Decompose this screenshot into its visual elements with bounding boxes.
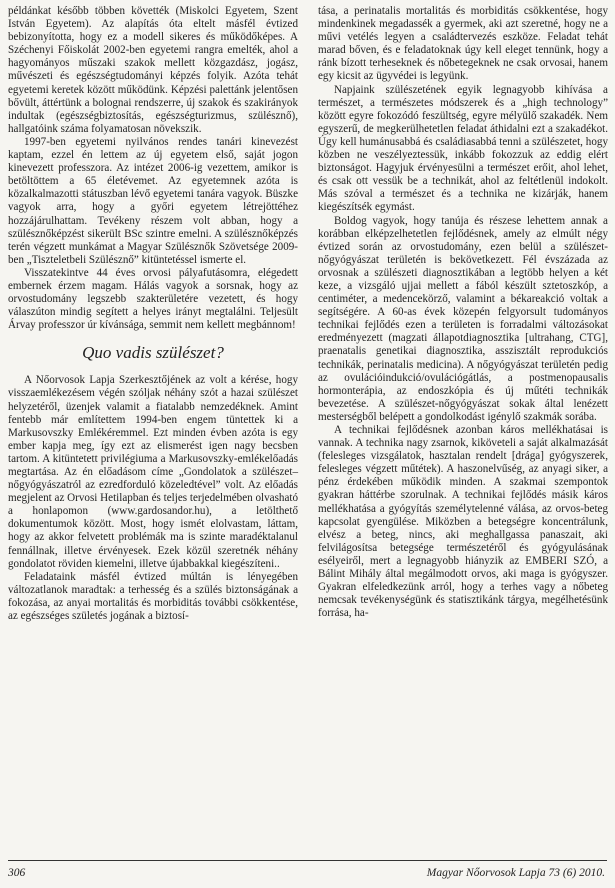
paragraph: példánkat később többen követték (Miskolci Egyetem, Szent István Egyetem). Az alapítás óta eltelt másfél évtized bebizonyította, hogy ez a modell sikeres és működőképes. A Széchenyi Főiskolát 2002-ben egyetemi rangra emelték, ahol a hagyományos műszaki szakok mellett közgazdász, jogász, művészeti és egészségtudományi képzés folyik. Azóta tehát egyetemi keretek között működünk. Képzési palettánk jelentősen bővült, áttértünk a bolognai rendszerre, új szakok és szakirányok indultak (egészségbiztosítás, egészségturizmus, szülésznő), hallgatóink száma folyamatosan növekszik. [8, 5, 298, 135]
paragraph: Feladataink másfél évtized múltán is lényegében változatlanok maradtak: a terhesség és a szülés biztonságának a fokozása, az anyai mortalitás és morbiditás további csökkentése, az egészséges születés jogának a biztosí- [8, 570, 298, 623]
paragraph: tása, a perinatalis mortalitás és morbiditás csökkentése, hogy mindenkinek megadassék a gyermek, aki azt szeretné, hogy ne a művi vetélés legyen a családtervezés eszköze. Feladat tehát marad bőven, és e feladatoknak úgy kell eleget tennünk, hogy a ránk bízott terheseknek és nőbetegeknek ne csak orvosai, hanem egy kicsit az ügyvédei is legyünk. [318, 5, 608, 83]
section-heading: Quo vadis szülészet? [82, 343, 224, 363]
page-number: 306 [8, 867, 26, 879]
paragraph: A technikai fejlődésnek azonban káros mellékhatásai is vannak. A technika nagy zsarnok, kiköveteli a saját alkalmazását (felesleges vizsgálatok, hasztalan rendelt [drága] gyógyszerek, felesleges végzett műtétek). A haszonelvűség, az anyagi siker, a pénz érdekében működik minden. A szakmai szempontok gyakran háttérbe szorulnak. A technikai fejlődés másik káros mellékhatása a gyógyítás személytelenné válása, az orvos-beteg kapcsolat gyengülése. Miközben a betegségre koncentrálunk, elvész a beteg, nincs, aki meghallgassa panaszait, aki felvilágosítsa betegsége természetéről és gyógyulásának esélyeiről, mert a legnagyobb hiányzik az EMBERI SZÓ, a Bálint Mihály által megálmodott orvos, aki maga is gyógyszer. Gyakran elfeledkezünk arról, hogy a terhes vagy a nőbeteg nemcsak tevékenységünk és statisztikánk tárgya, megélhetésünk forrása, ha- [318, 424, 608, 620]
paragraph: Visszatekintve 44 éves orvosi pályafutásomra, elégedett embernek érzem magam. Hálás vagyok a sorsnak, hogy az orvostudomány legszebb szakterületére vezetett, és hogy válaszúton mindig segített a helyes irányt megtalálni. Teljesült Árvay professzor úr kívánsága, semmit nem kellett megbánnom! [8, 266, 298, 332]
footer-divider [8, 860, 607, 861]
right-column [318, 5, 608, 620]
paragraph: Napjaink szülészetének egyik legnagyobb kihívása a természet, a természetes módszerek és a „high technology” között egyre fokozódó feszültség, egyre mélyülő szakadék. Nem egyszerű, de megkerülhetetlen feladat áthidalni ezt a szakadékot. Úgy kell humánusabbá és családiasabbá tenni a szülészetet, hogy közben ne veszélyeztessük, inkább fokozzuk az eddig elért biztonságot. Hagyjuk érvényesülni a természet erőit, ahol lehet, és csak ott vessük be a technikát, ahol az feltétlenül indokolt. Más szóval a természet és a technika ne kizárják, hanem kiegészítsék egymást. [318, 83, 608, 214]
left-column [8, 5, 298, 623]
paragraph: A Nőorvosok Lapja Szerkesztőjének az volt a kérése, hogy visszaemlékezésem végén szóljak néhány szót a hazai szülészet helyzetéről, üzenjek valamit a fiatalabb nemzedéknek. Amint fentebb már említettem 1994-ben engem tüntettek ki a Markusovszky Emlékéremmel. Ezt minden évben azóta is egy ember kapja meg, így ezt az elismerést igen nagy becsben tartom. A kitüntetett privilégiuma a Markusovszky-emlékelőadás megtartása. Az én előadásom címe „Gondolatok a szülészet–nőgyógyászatról az ezredforduló közeledtével” volt. Az előadás megjelent az Orvosi Hetilapban és teljes terjedelmében olvasható a honlapomon (www.gardosandor.hu), a letölthető dokumentumok között. Most, hogy ismét elolvastam, láttam, hogy az akkor felvetett problémák ma is szinte maradéktalanul fennállnak, illetve érvényesek. Ezek közül szeretnék néhány gondolatot röviden kiemelni, illetve újabbakkal kiegészíteni.. [8, 374, 298, 570]
paragraph: Boldog vagyok, hogy tanúja és részese lehettem annak a korábban elképzelhetetlen fejlődésnek, amely az elmúlt négy évtized során az orvostudomány, ezen belül a szülészet-nőgyógyászat területén is bekövetkezett. Fél évszázada az orvosnak a szülészeti diagnosztikában a legtöbb helyen a két keze, a vizsgáló ujjai mellett a fából készült sztetoszkóp, a centiméter, a medencekörző, valamint a békareakció voltak a segítségére. A 60-as évek közepén felgyorsult tudományos technikai fejlődés ezen a területen is forradalmi változásokat eredményezett (magzati állapotdiagnosztika [ultrahang, CTG], praenatalis genetikai diagnosztika, asszisztált reprodukciós technikák, perinatalis medicina). A nőgyógyászat területén pedig az ovulációindukció/ovulációgátlás, a postmenopausalis hormonterápia, az endoszkópia és új műtéti technikák bevezetése. A szülészet-nőgyógyászat sokak által lenézett mesterségből belépett a gondolkodást igénylő szakmák sorába. [318, 214, 608, 423]
journal-citation: Magyar Nőorvosok Lapja 73 (6) 2010. [426, 867, 605, 879]
paragraph: 1997-ben egyetemi nyilvános rendes tanári kinevezést kaptam, ezzel én lettem az új egyetem első, saját jogon kinevezett professzora. Az intézet 2006-ig vezettem, amikor is betöltöttem a 65 életévemet. Az egyetemnek azóta is közalkalmazotti státuszban lévő egyetemi tanára vagyok. Büszke vagyok arra, hogy a győri egyetem létrejöttéhez hozzájárulhattam. Tevékeny részem volt abban, hogy a szülésznőképzést sikerült BSc szintre emelni. A szülésznőképzés terén végzett munkámat a Magyar Szülésznők Szövetsége 2009-ben „Tiszteletbeli Szülésznő” kitüntetéssel ismerte el. [8, 135, 298, 266]
